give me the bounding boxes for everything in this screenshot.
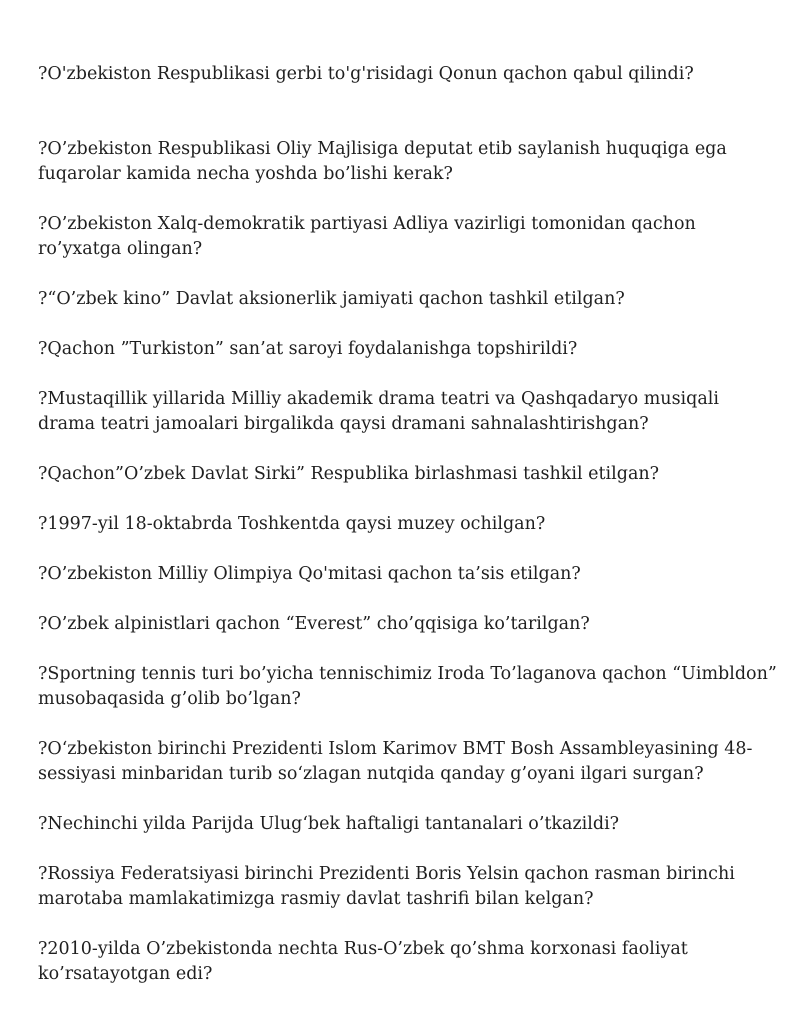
question-14: ?Rossiya Federatsiyasi birinchi Prezidenti Boris Yelsin qachon rasman birinchi marotaba mamlakatimizga rasmiy davlat tashrifi bilan kelgan? <box>38 864 735 909</box>
question-11: ?Sportning tennis turi bo’yicha tennischimiz Iroda To’laganova qachon “Uimbldon” musobaqasida g’olib bo’lgan? <box>38 664 777 709</box>
question-9: ?O’zbekiston Milliy Olimpiya Qo'mitasi qachon ta’sis etilgan? <box>38 564 581 584</box>
question-3: ?O’zbekiston Xalq-demokratik partiyasi Adliya vazirligi tomonidan qachon ro’yxatga olingan? <box>38 214 696 259</box>
question-7: ?Qachon”O’zbek Davlat Sirki” Respublika birlashmasi tashkil etilgan? <box>38 464 660 484</box>
question-6: ?Mustaqillik yillarida Milliy akademik drama teatri va Qashqadaryo musiqali drama teatri jamoalari birgalikda qaysi dramani sahnalashtirishgan? <box>38 389 719 434</box>
question-4: ?“O’zbek kino” Davlat aksionerlik jamiyati qachon tashkil etilgan? <box>38 289 625 309</box>
question-12: ?O‘zbekiston birinchi Prezidenti Islom Karimov BMT Bosh Assambleyasining 48-sessiyasi minbaridan turib so‘zlagan nutqida qanday g’oyani ilgari surgan? <box>38 739 753 784</box>
question-1: ?O'zbekiston Respublikasi gerbi to'g'risidagi Qonun qachon qabul qilindi? <box>38 64 694 84</box>
question-13: ?Nechinchi yilda Parijda Ulug‘bek haftaligi tantanalari o’tkazildi? <box>38 814 620 834</box>
question-5: ?Qachon ”Turkiston” san’at saroyi foydalanishga topshirildi? <box>38 339 578 359</box>
question-15: ?2010-yilda O’zbekistonda nechta Rus-O’zbek qo’shma korxonasi faoliyat ko’rsatayotgan edi? <box>38 939 688 984</box>
question-8: ?1997-yil 18-oktabrda Toshkentda qaysi muzey ochilgan? <box>38 514 546 534</box>
question-2: ?O’zbekiston Respublikasi Oliy Majlisiga deputat etib saylanish huquqiga ega fuqarolar kamida necha yoshda bo’lishi kerak? <box>38 139 727 184</box>
question-10: ?O’zbek alpinistlari qachon “Everest” cho’qqisiga ko’tarilgan? <box>38 614 590 634</box>
question-list <box>38 62 778 1012</box>
